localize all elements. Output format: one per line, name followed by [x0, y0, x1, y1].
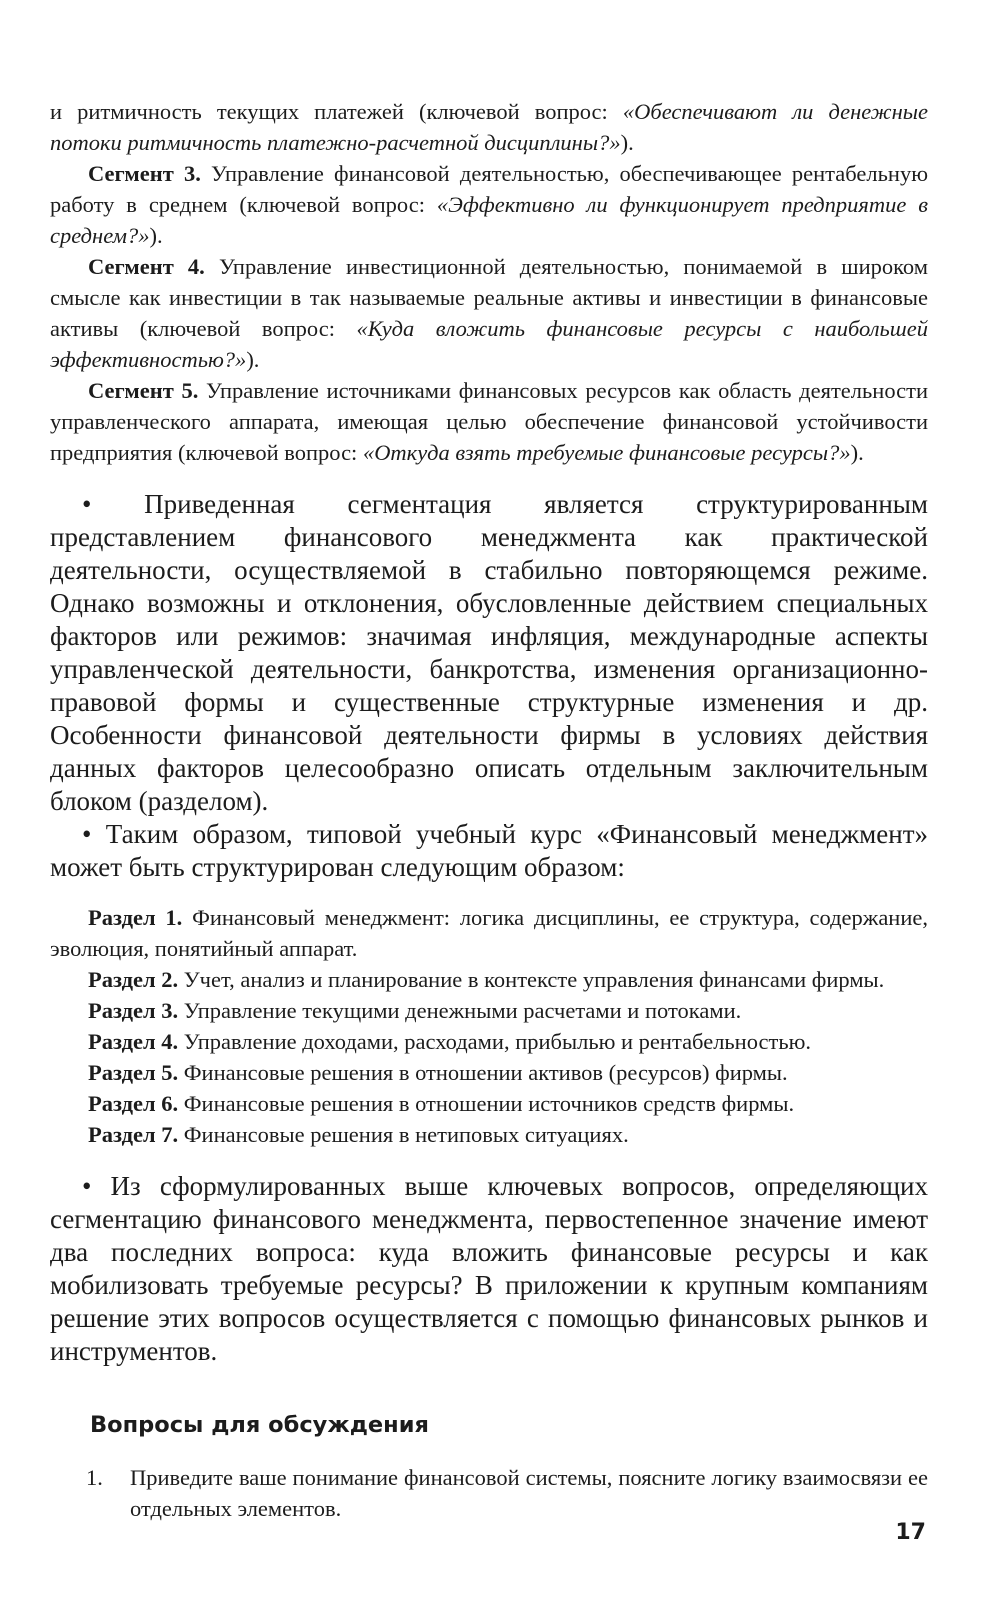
section-item [50, 964, 928, 995]
segment-5 [50, 375, 928, 468]
segment-text: Управление инвестиционной деятельностью, понимаемой в широком смысле как инвестиции в так называемые реальные активы и инвестиции в финансовые активы (ключевой вопрос: [50, 254, 928, 341]
section-item [50, 995, 928, 1026]
section-label: Раздел 6. [88, 1091, 179, 1116]
final-bullet-block [50, 1170, 928, 1368]
discussion-questions [50, 1462, 928, 1524]
section-item [50, 1119, 928, 1150]
key-question: «Откуда взять требуемые финансовые ресурсы?» [362, 440, 851, 465]
segment-label: Сегмент 5. [88, 378, 199, 403]
segment-label: Сегмент 4. [88, 254, 205, 279]
key-question: «Обеспечивают ли денежные потоки ритмичность платежно-расчетной дисциплины?» [50, 99, 928, 155]
section-label: Раздел 3. [88, 998, 179, 1023]
section-text: Учет, анализ и планирование в контексте управления финансами фирмы. [178, 967, 885, 992]
section-label: Раздел 2. [88, 967, 179, 992]
segment-text: Управление источниками финансовых ресурсов как область деятельности управленческого аппарата, имеющая целью обеспечение финансовой устойчивости предприятия (ключевой вопрос: [50, 378, 928, 465]
course-sections-list [50, 902, 928, 1150]
section-text: Управление текущими денежными расчетами и потоками. [178, 998, 742, 1023]
segment-tail: ). [149, 223, 163, 248]
segment-3 [50, 158, 928, 251]
section-label: Раздел 5. [88, 1060, 179, 1085]
section-text: Финансовые решения в отношении активов (ресурсов) фирмы. [178, 1060, 788, 1085]
section-item [50, 1057, 928, 1088]
section-label: Раздел 4. [88, 1029, 179, 1054]
bullet-paragraph: • Приведенная сегментация является структурированным представлением финансового менеджмента как практической деятельности, осуществляемой в стабильно повторяющемся режиме. Однако возможны и отклонения, обусловленные действием специальных факторов или режимов: значимая инфляция, международные аспекты управленческой деятельности, банкротства, изменения организационно-правовой формы и существенные структурные изменения и др. Особенности финансовой деятельности фирмы в условиях действия данных факторов целесообразно описать отдельным заключительным блоком (разделом). [50, 489, 928, 816]
bullet-paragraph: • Из сформулированных выше ключевых вопросов, определяющих сегментацию финансового менеджмента, первостепенное значение имеют два последних вопроса: куда вложить финансовые ресурсы и как мобилизовать требуемые ресурсы? В приложении к крупным компаниям решение этих вопросов осуществляется с помощью финансовых рынков и инструментов. [50, 1171, 928, 1366]
question-item [50, 1462, 928, 1524]
section-item [50, 1026, 928, 1057]
section-text: Финансовый менеджмент: логика дисциплины, ее структура, содержание, эволюция, понятийный аппарат. [50, 905, 928, 961]
discussion-heading: Вопросы для обсуждения [90, 1412, 429, 1438]
section-text: Управление доходами, расходами, прибылью и рентабельностью. [178, 1029, 812, 1054]
question-number: 1. [86, 1465, 103, 1490]
paragraph-text: и ритмичность текущих платежей (ключевой вопрос: [50, 99, 623, 124]
section-text: Финансовые решения в отношении источников средств фирмы. [178, 1091, 795, 1116]
bullet-paragraph: • Таким образом, типовой учебный курс «Финансовый менеджмент» может быть структурирован следующим образом: [50, 819, 928, 882]
segment-4 [50, 251, 928, 375]
segment-tail: ). [850, 440, 864, 465]
bullet-block [50, 488, 928, 884]
segment-text: Управление финансовой деятельностью, обеспечивающее рентабельную работу в среднем (ключевой вопрос: [50, 161, 929, 217]
key-question: «Эффективно ли функционирует предприятие в среднем?» [50, 192, 928, 248]
segment-tail: ). [246, 347, 260, 372]
section-label: Раздел 1. [88, 905, 183, 930]
key-question: «Куда вложить финансовые ресурсы с наибольшей эффективностью?» [50, 316, 928, 372]
question-text: Приведите ваше понимание финансовой системы, поясните логику взаимосвязи ее отдельных элементов. [130, 1465, 928, 1521]
section-label: Раздел 7. [88, 1122, 179, 1147]
section-text: Финансовые решения в нетиповых ситуациях. [178, 1122, 629, 1147]
page-number: 17 [895, 1520, 926, 1545]
paragraph-tail: ). [620, 130, 634, 155]
segments-block [50, 96, 928, 468]
segment-2-continuation [50, 96, 928, 158]
section-item [50, 1088, 928, 1119]
segment-label: Сегмент 3. [88, 161, 201, 186]
section-item [50, 902, 928, 964]
